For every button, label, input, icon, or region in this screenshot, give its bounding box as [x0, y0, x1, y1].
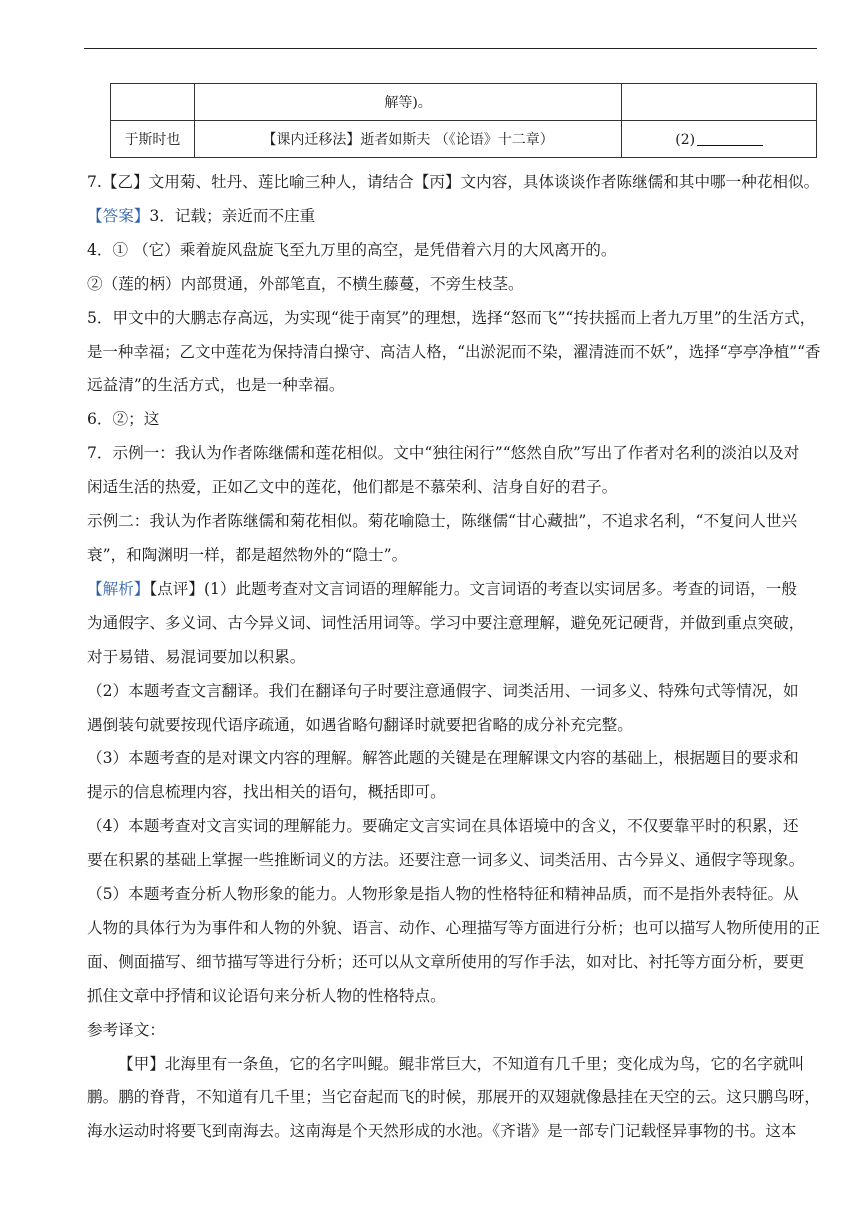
analysis-2-line2: 遇倒装句就要按现代语序疏通，如遇省略句翻译时就要把省略的成分补充完整。: [87, 715, 633, 734]
table-cell: [111, 84, 195, 121]
analysis-1-line3: 对于易错、易混词要加以积累。: [87, 647, 306, 666]
analysis-3-line2: 提示的信息梳理内容，找出相关的语句，概括即可。: [87, 783, 446, 802]
analysis-line: [87, 573, 821, 607]
answer-3: 3．记载；亲近而不庄重: [149, 206, 316, 225]
translation-line3: 海水运动时将要飞到南海去。这南海是个天然形成的水池。《齐谐》是一部专门记载怪异事物的书。这本: [87, 1122, 797, 1141]
translation-line2: 鹏。鹏的脊背，不知道有几千里；当它奋起而飞的时候，那展开的双翅就像悬挂在天空的云。这只鹏鸟呀，: [87, 1088, 820, 1107]
table-cell-blank: [622, 121, 817, 158]
analysis-2-line1: （2）本题考查文言翻译。我们在翻译句子时要注意通假字、词类活用、一词多义、特殊句式等情况，如: [87, 681, 799, 700]
answer-5-line1: 5．甲文中的大鹏志存高远，为实现“徙于南冥”的理想，选择“怒而飞”“抟扶摇而上者九万里”的生活方式，: [87, 308, 816, 327]
analysis-1-line2: 为通假字、多义词、古今异义词、词性活用词等。学习中要注意理解，避免死记硬背，并做到重点突破，: [87, 613, 805, 632]
analysis-4-line1: （4）本题考查对文言实词的理解能力。要确定文言实词在具体语境中的含义，不仅要靠平时的积累，还: [87, 817, 799, 836]
analysis-4-line2: 要在积累的基础上掌握一些推断词义的方法。还要注意一词多义、词类活用、古今异义、通假字等现象。: [87, 851, 805, 870]
table-cell: 于斯时也: [111, 121, 195, 158]
answer-7-line2: 闲适生活的热爱，正如乙文中的莲花，他们都是不慕荣利、洁身自好的君子。: [87, 478, 618, 497]
answer-6: 6．②；这: [87, 410, 160, 429]
answer-tag: 【答案】: [87, 206, 150, 225]
answer-4-2: ②（莲的柄）内部贯通，外部笔直，不横生藤蔓，不旁生枝茎。: [87, 274, 524, 293]
analysis-tag: 【解析】: [87, 579, 150, 598]
document-body: [87, 166, 821, 1149]
analysis-3-line1: （3）本题考查的是对课文内容的理解。解答此题的关键是在理解课文内容的基础上，根据题目的要求和: [87, 749, 799, 768]
analysis-1-line1: 【点评】(1）此题考查对文言词语的理解能力。文言词语的考查以实词居多。考查的词语，一般: [149, 579, 797, 598]
table-cell: 解等)。: [194, 84, 622, 121]
table-cell: [622, 84, 817, 121]
analysis-5-line3: 面、侧面描写、细节描写等进行分析；还可以从文章所使用的写作手法，如对比、衬托等方面分析，要更: [87, 952, 805, 971]
answer-line: [87, 200, 821, 234]
answer-7-line3: 示例二：我认为作者陈继儒和菊花相似。菊花喻隐士，陈继儒“甘心藏拙”，不追求名利，“不复问人世兴: [87, 512, 798, 531]
table-cell: 【课内迁移法】逝者如斯夫 （《论语》十二章）: [194, 121, 622, 158]
reference-translation-heading: 参考译文：: [87, 1020, 165, 1039]
fill-blank-line: [697, 131, 763, 146]
answer-5-line2: 是一种幸福；乙文中莲花为保持清白操守、高洁人格，“出淤泥而不染，濯清涟而不妖”，选择“亭亭净植”“香: [87, 342, 821, 361]
answer-7-line4: 衰”，和陶渊明一样，都是超然物外的“隐士”。: [87, 545, 408, 564]
question-7: 7.【乙】文用菊、牡丹、莲比喻三种人，请结合【丙】文内容，具体谈谈作者陈继儒和其中哪一种花相似。: [87, 173, 820, 191]
analysis-5-line4: 抓住文章中抒情和议论语句来分析人物的性格特点。: [87, 986, 446, 1005]
table-row: [111, 121, 817, 158]
answer-7-line1: 7．示例一：我认为作者陈继儒和莲花相似。文中“独往闲行”“悠然自欣”写出了作者对名利的淡泊以及对: [87, 444, 800, 463]
analysis-5-line1: （5）本题考查分析人物形象的能力。人物形象是指人物的性格特征和精神品质，而不是指外表特征。从: [87, 885, 799, 904]
answer-table: [110, 83, 817, 158]
answer-4-1: 4．① （它）乘着旋风盘旋飞至九万里的高空，是凭借着六月的大风离开的。: [87, 240, 617, 259]
translation-line1: 【甲】北海里有一条鱼，它的名字叫鲲。鲲非常巨大，不知道有几千里；变化成为鸟，它的名字就叫: [118, 1054, 805, 1073]
table-row: [111, 84, 817, 121]
header-rule: [84, 48, 817, 49]
answer-5-line3: 远益清”的生活方式，也是一种幸福。: [87, 376, 345, 395]
analysis-5-line2: 人物的具体行为为事件和人物的外貌、语言、动作、心理描写等方面进行分析；也可以描写人物所使用的正: [87, 918, 820, 937]
blank-label: (2): [675, 131, 696, 148]
